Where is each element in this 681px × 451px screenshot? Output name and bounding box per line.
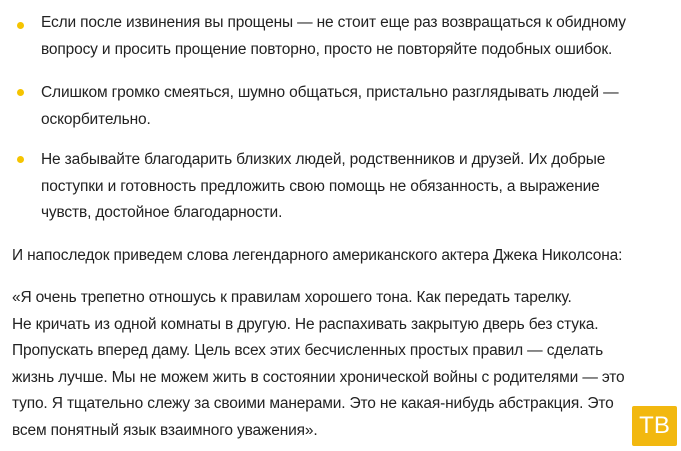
text-line: поступки и готовность предложить свою помощь не обязанность, а выражение: [41, 177, 600, 195]
text-line: тупо. Я тщательно слежу за своими манерами. Это не какая-нибудь абстракция. Это: [12, 395, 614, 412]
text-line: чувств, достойное благодарности.: [41, 204, 283, 221]
text-line: вопросу и просить прощение повторно, просто не повторяйте подобных ошибок.: [41, 40, 613, 58]
bullet-dot-icon: [17, 156, 24, 163]
text-line: И напоследок приведем слова легендарного американского актера Джека Николсона:: [12, 247, 623, 264]
list-item-text: [41, 10, 671, 63]
text-line: Не забывайте благодарить близких людей, родственников и друзей. Их добрые: [41, 151, 606, 168]
text-line: всем понятный язык взаимного уважения».: [12, 421, 318, 439]
text-line: Слишком громко смеяться, шумно общаться, пристально разглядывать людей —: [41, 84, 619, 101]
text-line: Если после извинения вы прощены — не стоит еще раз возвращаться к обидному: [41, 14, 626, 31]
text-line: оскорбительно.: [41, 110, 151, 128]
quote-paragraph: [12, 285, 672, 444]
bullet-dot-icon: [17, 89, 24, 96]
text-line: жизнь лучше. Мы не можем жить в состоянии хронической войны с родителями — это: [12, 368, 625, 386]
text-line: Не кричать из одной комнаты в другую. Не распахивать закрытую дверь без стука.: [12, 315, 599, 333]
text-line: Пропускать вперед даму. Цель всех этих бесчисленных простых правил — сделать: [12, 342, 604, 359]
bullet-dot-icon: [17, 22, 24, 29]
list-item-text: [41, 80, 671, 133]
list-item-text: [41, 147, 671, 227]
intro-paragraph: [12, 243, 672, 270]
text-line: «Я очень трепетно отношусь к правилам хорошего тона. Как передать тарелку.: [12, 289, 572, 306]
tb-logo[interactable]: ТВ: [632, 406, 677, 446]
